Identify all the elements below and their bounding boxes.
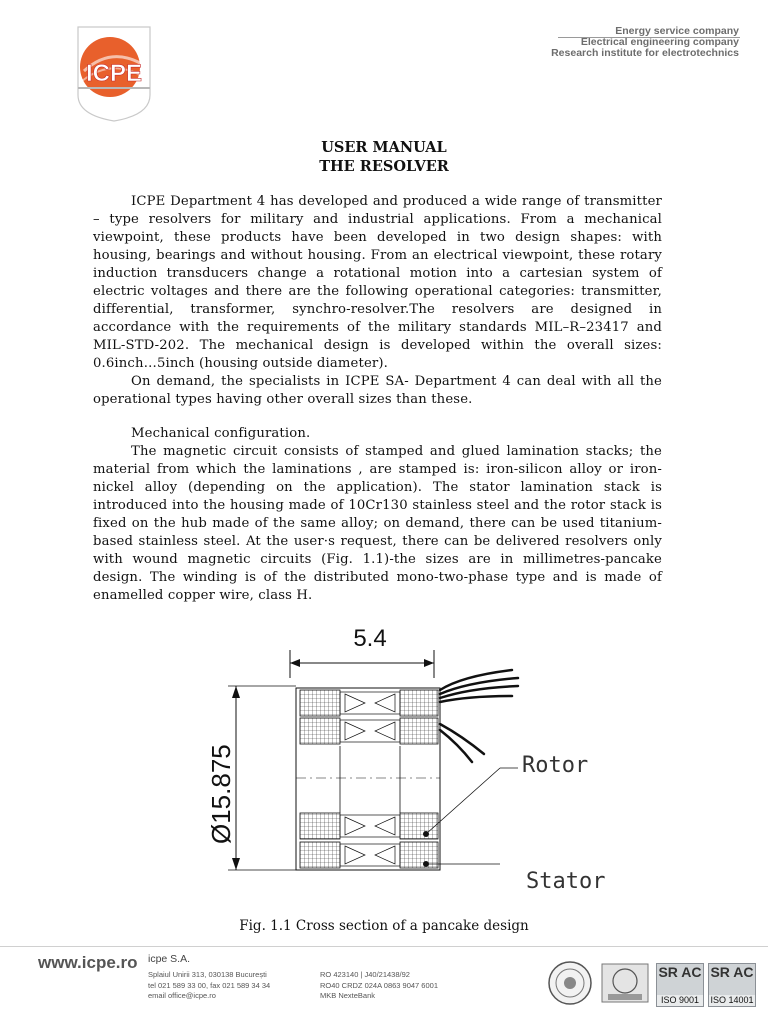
document-body	[93, 193, 662, 605]
rotor-label: Rotor	[522, 753, 589, 778]
stator-label: Stator	[526, 869, 606, 894]
bank-account: RO40 CRDZ 024A 0863 9047 6001	[320, 980, 438, 990]
tagline: Electrical engineering company	[580, 36, 739, 48]
registration-info	[320, 970, 438, 1002]
iqnet-certification-icon	[545, 960, 595, 1006]
document-title: USER MANUAL	[321, 139, 447, 156]
paragraph: ICPE Department 4 has developed and produced a wide range of transmitter – type resolvers for military and industrial applications. From a mechanical viewpoint, these products have been developed in two design shapes: with housing, bearings and without housing. From an electrical viewpoint, these rotary induction transducers change a rotational motion into a cartesian system of electric voltages and there are the following operational categories: transmitter, differential, transformer, synchro-resolver.The resolvers are designed in accordance with the requirements of the military standards MIL–R–23417 and MIL-STD-202. The mechanical design is developed within the overall sizes: 0.6inch…5inch (housing outside diameter).	[93, 194, 662, 371]
bank-name: MKB NexteBank	[320, 991, 376, 1000]
header-taglines	[551, 26, 739, 59]
svg-text:ICPE: ICPE	[85, 60, 143, 87]
company-contact	[148, 970, 270, 1002]
diameter-dimension: Ø15.875	[206, 744, 236, 844]
email-link[interactable]: email office@icpe.ro	[148, 991, 216, 1000]
header-divider	[558, 37, 740, 38]
width-dimension: 5.4	[353, 625, 387, 652]
tagline: Research institute for electrotechnics	[551, 47, 739, 59]
cross-section-figure	[200, 618, 620, 908]
figure-caption: Fig. 1.1 Cross section of a pancake design	[239, 918, 529, 934]
address: Splaiul Unirii 313, 030138 București	[148, 970, 267, 979]
quality-seal-icon	[600, 960, 650, 1006]
footer-divider	[0, 946, 768, 947]
paragraph: On demand, the specialists in ICPE SA- Department 4 can deal with all the operational types having other overall sizes than these.	[93, 374, 662, 407]
document-subtitle: THE RESOLVER	[319, 158, 449, 175]
company-name: icpe S.A.	[148, 953, 191, 965]
icpe-logo	[70, 23, 154, 123]
section-heading: Mechanical configuration.	[131, 426, 311, 441]
paragraph: The magnetic circuit consists of stamped and glued lamination stacks; the material from which the laminations , are stamped is: iron-silicon alloy or iron-nickel alloy (depending on the application). The stator lamination stack is introduced into the housing made of 10Cr130 stainless steel and the rotor stack is fixed on the hub made of the same alloy; on demand, there can be used titanium-based stainless steel. At the user·s request, there can be delivered resolvers only with wound magnetic circuits (Fig. 1.1)-the sizes are in millimetres-pancake design. The winding is of the distributed mono-two-phase type and is made of enamelled copper wire, class H.	[93, 444, 662, 603]
phone: tel 021 589 33 00, fax 021 589 34 34	[148, 980, 271, 990]
website-link[interactable]: www.icpe.ro	[38, 953, 138, 972]
srac-iso14001-badge: SR AC ISO 14001	[708, 963, 756, 1007]
registration-number: RO 423140 | J40/21438/92	[320, 970, 410, 979]
srac-iso9001-badge: SR AC ISO 9001	[656, 963, 704, 1007]
tagline: Energy service company	[615, 25, 739, 37]
